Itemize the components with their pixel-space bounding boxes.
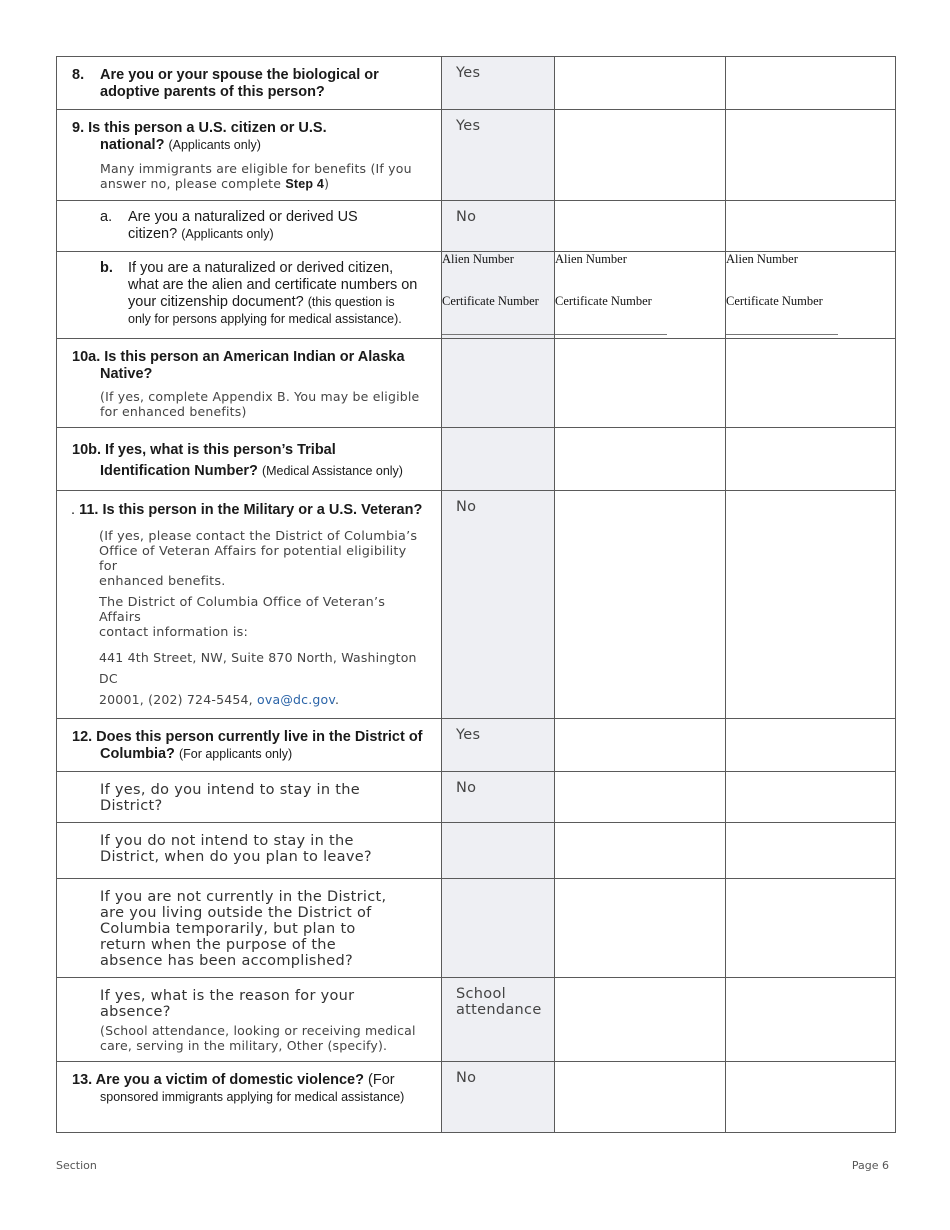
email-link[interactable]: ova@dc.gov	[257, 692, 336, 707]
question-qualifier: (For	[368, 1072, 395, 1088]
question-text-cont: are you living outside the District of	[100, 905, 372, 921]
answer-cell-applicant[interactable]	[442, 428, 555, 491]
answer-value: Yes	[456, 65, 481, 81]
question-text: 10b. If yes, what is this person’s Tribal	[72, 442, 336, 458]
question-note-cont: care, serving in the military, Other (specify).	[100, 1038, 388, 1053]
question-text-cont: Columbia?	[100, 746, 175, 762]
answer-value: Yes	[456, 727, 481, 743]
alien-number-label: Alien Number	[555, 252, 627, 266]
answer-cell-applicant[interactable]	[442, 823, 555, 879]
alien-cert-cell-person-3[interactable]	[726, 252, 896, 339]
answer-cell-applicant[interactable]	[442, 339, 555, 428]
question-text-cont: District, when do you plan to leave?	[100, 849, 372, 865]
sub-question-text: Are you a naturalized or derived US	[128, 209, 358, 225]
question-note: (If yes, please contact the District of Columbia’s	[99, 529, 418, 544]
answer-cell-person-2[interactable]	[555, 201, 726, 252]
question-cell	[57, 252, 442, 339]
question-text-cont: return when the purpose of the	[100, 937, 337, 953]
question-text: 9. Is this person a U.S. citizen or U.S.	[72, 120, 327, 136]
question-note-cont: for enhanced benefits)	[100, 404, 247, 419]
question-text-cont: absence has been accomplished?	[100, 953, 353, 969]
sub-question-text-cont: your citizenship document?	[128, 294, 304, 310]
question-cell	[57, 428, 442, 491]
question-row-10b	[57, 428, 896, 491]
question-text: 12. Does this person currently live in the District of	[72, 729, 423, 745]
sub-question-text: If you are a naturalized or derived citizen,	[128, 260, 394, 276]
answer-cell-person-2[interactable]	[555, 772, 726, 823]
question-note-end: )	[324, 176, 330, 191]
answer-cell-applicant[interactable]	[442, 772, 555, 823]
question-cell	[57, 772, 442, 823]
question-text: If yes, what is the reason for your absence?	[100, 988, 355, 1020]
address-line-cont: 20001, (202) 724-5454,	[99, 692, 258, 707]
answer-value: No	[456, 780, 477, 796]
answer-value: No	[456, 1070, 477, 1086]
question-text-cont: Identification Number?	[100, 463, 258, 479]
question-row-8	[57, 57, 896, 110]
question-text-cont: District?	[100, 798, 163, 814]
footer-page-number: Page 6	[851, 1159, 889, 1172]
certificate-number-label: Certificate Number	[555, 294, 652, 308]
input-underline	[442, 334, 554, 335]
answer-cell-person-3[interactable]	[726, 110, 896, 201]
sub-question-label: a.	[100, 209, 113, 225]
question-text: 13. Are you a victim of domestic violence?	[72, 1072, 364, 1088]
footer-section-label: Section	[56, 1159, 97, 1172]
question-cell	[57, 823, 442, 879]
answer-cell-person-2[interactable]	[555, 110, 726, 201]
question-text: If you do not intend to stay in the	[100, 833, 354, 849]
alien-cert-cell-person-2[interactable]	[555, 252, 726, 339]
answer-cell-applicant[interactable]	[442, 1062, 555, 1133]
question-text-cont: Columbia temporarily, but plan to	[100, 921, 356, 937]
answer-cell-person-2[interactable]	[555, 823, 726, 879]
question-text-cont: adoptive parents of this person?	[100, 84, 325, 100]
answer-cell-person-3[interactable]	[726, 428, 896, 491]
answer-cell-person-2[interactable]	[555, 978, 726, 1062]
alien-number-label: Alien Number	[726, 252, 798, 266]
question-note-cont: contact information is:	[99, 625, 249, 640]
answer-cell-applicant[interactable]	[442, 978, 555, 1062]
answer-cell-person-3[interactable]	[726, 772, 896, 823]
answer-cell-person-3[interactable]	[726, 719, 896, 772]
question-row-12-leave	[57, 823, 896, 879]
answer-value-cont: attendance	[456, 1002, 542, 1018]
address-end: .	[335, 692, 340, 707]
household-questions-table	[56, 56, 896, 1133]
answer-cell-person-2[interactable]	[555, 879, 726, 978]
question-text: 10a. Is this person an American Indian or Alaska	[72, 349, 405, 365]
question-row-12	[57, 719, 896, 772]
answer-cell-applicant[interactable]	[442, 57, 555, 110]
question-note: (School attendance, looking or receiving medical	[100, 1023, 416, 1038]
step-reference: Step 4	[285, 177, 325, 191]
input-underline	[726, 334, 838, 335]
answer-cell-person-2[interactable]	[555, 719, 726, 772]
question-qualifier: (Applicants only)	[181, 227, 274, 241]
alien-number-label: Alien Number	[442, 252, 514, 266]
question-qualifier: (Medical Assistance only)	[261, 464, 403, 478]
question-row-12-stay	[57, 772, 896, 823]
sub-question-label: b.	[100, 260, 113, 276]
answer-cell-person-2[interactable]	[555, 57, 726, 110]
answer-cell-person-2[interactable]	[555, 339, 726, 428]
answer-cell-person-3[interactable]	[726, 978, 896, 1062]
certificate-number-label: Certificate Number	[442, 294, 539, 308]
question-row-12-outside	[57, 879, 896, 978]
question-qualifier: (Applicants only)	[168, 138, 261, 152]
question-note: Many immigrants are eligible for benefits (If you	[100, 161, 412, 176]
alien-cert-cell-applicant[interactable]	[442, 252, 555, 339]
question-cell	[57, 879, 442, 978]
question-number: 8.	[72, 67, 85, 83]
answer-cell-person-3[interactable]	[726, 879, 896, 978]
answer-cell-applicant[interactable]	[442, 201, 555, 252]
answer-cell-person-3[interactable]	[726, 823, 896, 879]
answer-cell-applicant[interactable]	[442, 719, 555, 772]
question-text: If you are not currently in the District,	[100, 889, 387, 905]
question-cell	[57, 719, 442, 772]
question-cell	[57, 491, 442, 719]
answer-value: School	[456, 986, 506, 1002]
answer-cell-person-3[interactable]	[726, 339, 896, 428]
question-prefix: .	[71, 502, 80, 518]
address-line: 441 4th Street, NW, Suite 870 North, Washington DC	[99, 650, 417, 686]
question-note-cont: enhanced benefits.	[99, 574, 226, 589]
question-cell	[57, 110, 442, 201]
question-note: The District of Columbia Office of Veteran’s Affairs	[99, 595, 386, 625]
question-text-cont: national?	[100, 137, 165, 153]
question-qualifier: (For applicants only)	[178, 747, 293, 761]
sub-question-text-cont: what are the alien and certificate numbers on	[128, 277, 418, 293]
answer-cell-applicant[interactable]	[442, 879, 555, 978]
question-cell	[57, 978, 442, 1062]
question-note: (If yes, complete Appendix B. You may be eligible	[100, 389, 420, 404]
answer-value: No	[456, 499, 477, 515]
question-note-cont: answer no, please complete	[100, 176, 286, 191]
question-qualifier-cont: only for persons applying for medical assistance).	[128, 312, 402, 326]
question-qualifier-cont: sponsored immigrants applying for medical assistance)	[100, 1090, 405, 1104]
answer-value: Yes	[456, 118, 481, 134]
answer-cell-person-2[interactable]	[555, 428, 726, 491]
question-row-9a	[57, 201, 896, 252]
answer-cell-person-3[interactable]	[726, 1062, 896, 1133]
question-text: 11. Is this person in the Military or a U.S. Veteran?	[79, 502, 423, 518]
question-text: If yes, do you intend to stay in the	[100, 782, 360, 798]
answer-cell-person-2[interactable]	[555, 1062, 726, 1133]
question-row-10a	[57, 339, 896, 428]
certificate-number-label: Certificate Number	[726, 294, 823, 308]
question-cell	[57, 201, 442, 252]
answer-cell-person-3[interactable]	[726, 491, 896, 719]
question-text-cont: Native?	[100, 366, 153, 382]
answer-cell-applicant[interactable]	[442, 491, 555, 719]
question-row-13	[57, 1062, 896, 1133]
question-cell	[57, 339, 442, 428]
question-row-12-reason	[57, 978, 896, 1062]
question-qualifier: (this question is	[307, 295, 395, 309]
question-cell	[57, 1062, 442, 1133]
sub-question-text-cont: citizen?	[128, 226, 178, 242]
question-note-cont: Office of Veteran Affairs for potential eligibility for	[99, 544, 407, 574]
answer-cell-person-3[interactable]	[726, 57, 896, 110]
question-row-9b	[57, 252, 896, 339]
answer-cell-person-2[interactable]	[555, 491, 726, 719]
question-cell	[57, 57, 442, 110]
input-underline	[555, 334, 667, 335]
answer-value: No	[456, 209, 477, 225]
question-row-9	[57, 110, 896, 201]
answer-cell-applicant[interactable]	[442, 110, 555, 201]
question-text: Are you or your spouse the biological or	[100, 67, 379, 83]
answer-cell-person-3[interactable]	[726, 201, 896, 252]
question-row-11	[57, 491, 896, 719]
